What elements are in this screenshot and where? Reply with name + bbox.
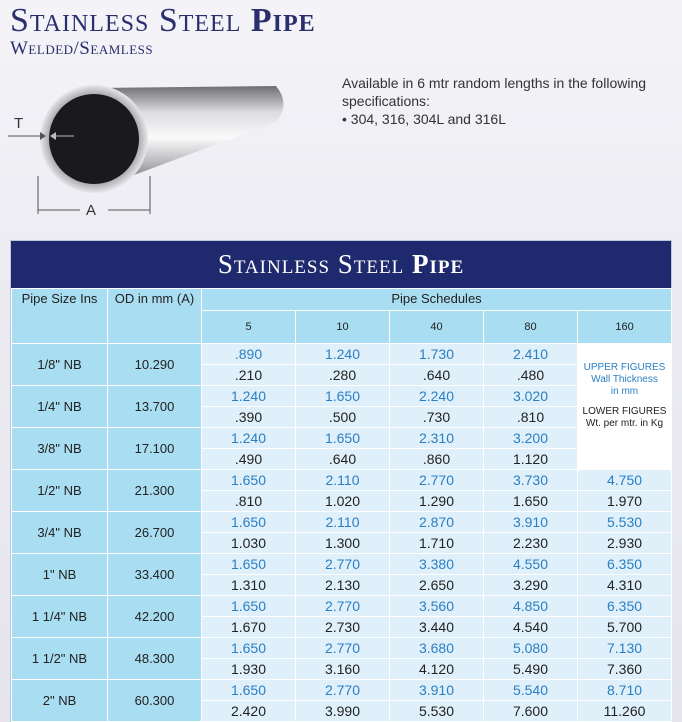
weight-cell: 1.310 [202,575,296,596]
od-cell: 10.290 [108,344,202,386]
weight-cell: 7.360 [578,659,672,680]
weight-cell: .210 [202,365,296,386]
weight-cell: .390 [202,407,296,428]
wall-thickness-cell: 1.650 [296,428,390,449]
weight-cell: 4.120 [390,659,484,680]
wall-thickness-cell: 6.350 [578,596,672,617]
wall-thickness-cell: 1.650 [202,470,296,491]
weight-cell: 3.160 [296,659,390,680]
weight-cell: .500 [296,407,390,428]
od-cell: 13.700 [108,386,202,428]
schedule-10: 10 [296,311,390,344]
wall-thickness-cell: 2.110 [296,470,390,491]
label-a: A [86,202,97,219]
wall-thickness-cell: 4.750 [578,470,672,491]
weight-cell: 1.120 [484,449,578,470]
header-pipe-size: Pipe Size Ins [12,289,108,344]
header-od: OD in mm (A) [108,289,202,344]
wall-thickness-cell: 3.560 [390,596,484,617]
od-cell: 26.700 [108,512,202,554]
note-upper-1: UPPER FIGURES [583,362,666,373]
wall-thickness-cell: 2.410 [484,344,578,365]
wall-thickness-cell: 5.540 [484,680,578,701]
weight-cell: 2.730 [296,617,390,638]
wall-thickness-cell: 5.530 [578,512,672,533]
wall-thickness-cell: 3.380 [390,554,484,575]
wall-thickness-cell: 1.730 [390,344,484,365]
weight-cell: 4.310 [578,575,672,596]
weight-cell: 4.540 [484,617,578,638]
schedule-40: 40 [390,311,484,344]
wall-thickness-cell: .890 [202,344,296,365]
weight-cell: 2.230 [484,533,578,554]
table-row [12,344,672,365]
weight-cell: 2.420 [202,701,296,722]
weight-cell: 1.290 [390,491,484,512]
od-cell: 60.300 [108,680,202,722]
wall-thickness-cell: 4.550 [484,554,578,575]
wall-thickness-cell: 2.770 [296,638,390,659]
weight-cell: 5.700 [578,617,672,638]
title-light: Stainless Steel [10,2,242,39]
availability-line-2: • 304, 316, 304L and 316L [342,111,506,127]
od-cell: 42.200 [108,596,202,638]
wall-thickness-cell: 3.910 [390,680,484,701]
weight-cell: .480 [484,365,578,386]
weight-cell: 2.650 [390,575,484,596]
pipe-size-cell: 3/8" NB [12,428,108,470]
wall-thickness-cell: 8.710 [578,680,672,701]
pipe-illustration [6,66,296,226]
pipe-size-cell: 1" NB [12,554,108,596]
weight-cell: 5.490 [484,659,578,680]
weight-cell: 1.020 [296,491,390,512]
page-subtitle: Welded/Seamless [10,38,154,59]
wall-thickness-cell: 1.650 [202,680,296,701]
weight-cell: .860 [390,449,484,470]
wall-thickness-cell: 2.870 [390,512,484,533]
wall-thickness-cell: 2.770 [296,680,390,701]
table-row [12,470,672,491]
weight-cell: 2.930 [578,533,672,554]
weight-cell: 1.970 [578,491,672,512]
note-upper-3: in mm [610,386,639,397]
weight-cell: 1.650 [484,491,578,512]
wall-thickness-cell: 1.650 [202,596,296,617]
wall-thickness-cell: 2.770 [390,470,484,491]
od-cell: 33.400 [108,554,202,596]
weight-cell: 2.130 [296,575,390,596]
weight-cell: 5.530 [390,701,484,722]
pipe-size-cell: 1/4" NB [12,386,108,428]
table-row [12,680,672,701]
wall-thickness-cell: 3.020 [484,386,578,407]
wall-thickness-cell: 1.240 [296,344,390,365]
weight-cell: 1.300 [296,533,390,554]
wall-thickness-cell: 2.770 [296,554,390,575]
table-row [12,428,672,449]
wall-thickness-cell: 4.850 [484,596,578,617]
schedule-80: 80 [484,311,578,344]
title-bold: Pipe [250,2,316,39]
wall-thickness-cell: 1.650 [202,638,296,659]
table-row [12,596,672,617]
banner-bold: Pipe [411,249,465,279]
availability-text [342,74,662,128]
label-t: T [14,115,24,132]
weight-cell: .810 [484,407,578,428]
legend-note [578,344,672,470]
pipe-size-cell: 2" NB [12,680,108,722]
od-cell: 48.300 [108,638,202,680]
note-lower-1: LOWER FIGURES [582,406,667,417]
table-body [12,344,672,722]
table-banner [11,241,671,288]
weight-cell: .280 [296,365,390,386]
weight-cell: .730 [390,407,484,428]
wall-thickness-cell: 5.080 [484,638,578,659]
schedule-5: 5 [202,311,296,344]
weight-cell: .810 [202,491,296,512]
note-lower-2: Wt. per mtr. in Kg [585,418,664,429]
wall-thickness-cell: 2.110 [296,512,390,533]
availability-line-1: Available in 6 mtr random lengths in the following specifications: [342,75,647,109]
table-row [12,554,672,575]
wall-thickness-cell: 6.350 [578,554,672,575]
wall-thickness-cell: 1.650 [296,386,390,407]
wall-thickness-cell: 1.240 [202,386,296,407]
banner-light: Stainless Steel [217,249,405,279]
weight-cell: .490 [202,449,296,470]
pipe-size-cell: 1 1/2" NB [12,638,108,680]
wall-thickness-cell: 1.650 [202,554,296,575]
pipe-size-cell: 3/4" NB [12,512,108,554]
weight-cell: .640 [296,449,390,470]
schedule-160: 160 [578,311,672,344]
wall-thickness-cell: 1.650 [202,512,296,533]
weight-cell: 3.290 [484,575,578,596]
pipe-size-cell: 1/8" NB [12,344,108,386]
od-cell: 17.100 [108,428,202,470]
wall-thickness-cell: 3.910 [484,512,578,533]
weight-cell: 3.990 [296,701,390,722]
table-row [12,638,672,659]
wall-thickness-cell: 2.310 [390,428,484,449]
header-schedules: Pipe Schedules [202,289,672,311]
wall-thickness-cell: 3.680 [390,638,484,659]
wall-thickness-cell: 3.200 [484,428,578,449]
weight-cell: 1.030 [202,533,296,554]
weight-cell: 11.260 [578,701,672,722]
weight-cell: .640 [390,365,484,386]
wall-thickness-cell: 3.730 [484,470,578,491]
weight-cell: 3.440 [390,617,484,638]
weight-cell: 1.930 [202,659,296,680]
page-title [10,2,316,40]
weight-cell: 1.710 [390,533,484,554]
pipe-size-cell: 1 1/4" NB [12,596,108,638]
pipe-size-cell: 1/2" NB [12,470,108,512]
weight-cell: 7.600 [484,701,578,722]
wall-thickness-cell: 1.240 [202,428,296,449]
weight-cell: 1.670 [202,617,296,638]
od-cell: 21.300 [108,470,202,512]
wall-thickness-cell: 2.240 [390,386,484,407]
pipe-schedule-table [11,288,672,722]
note-upper-2: Wall Thickness [591,374,658,385]
wall-thickness-cell: 7.130 [578,638,672,659]
table-row [12,386,672,407]
wall-thickness-cell: 2.770 [296,596,390,617]
table-row [12,512,672,533]
pipe-table-panel [10,240,672,722]
